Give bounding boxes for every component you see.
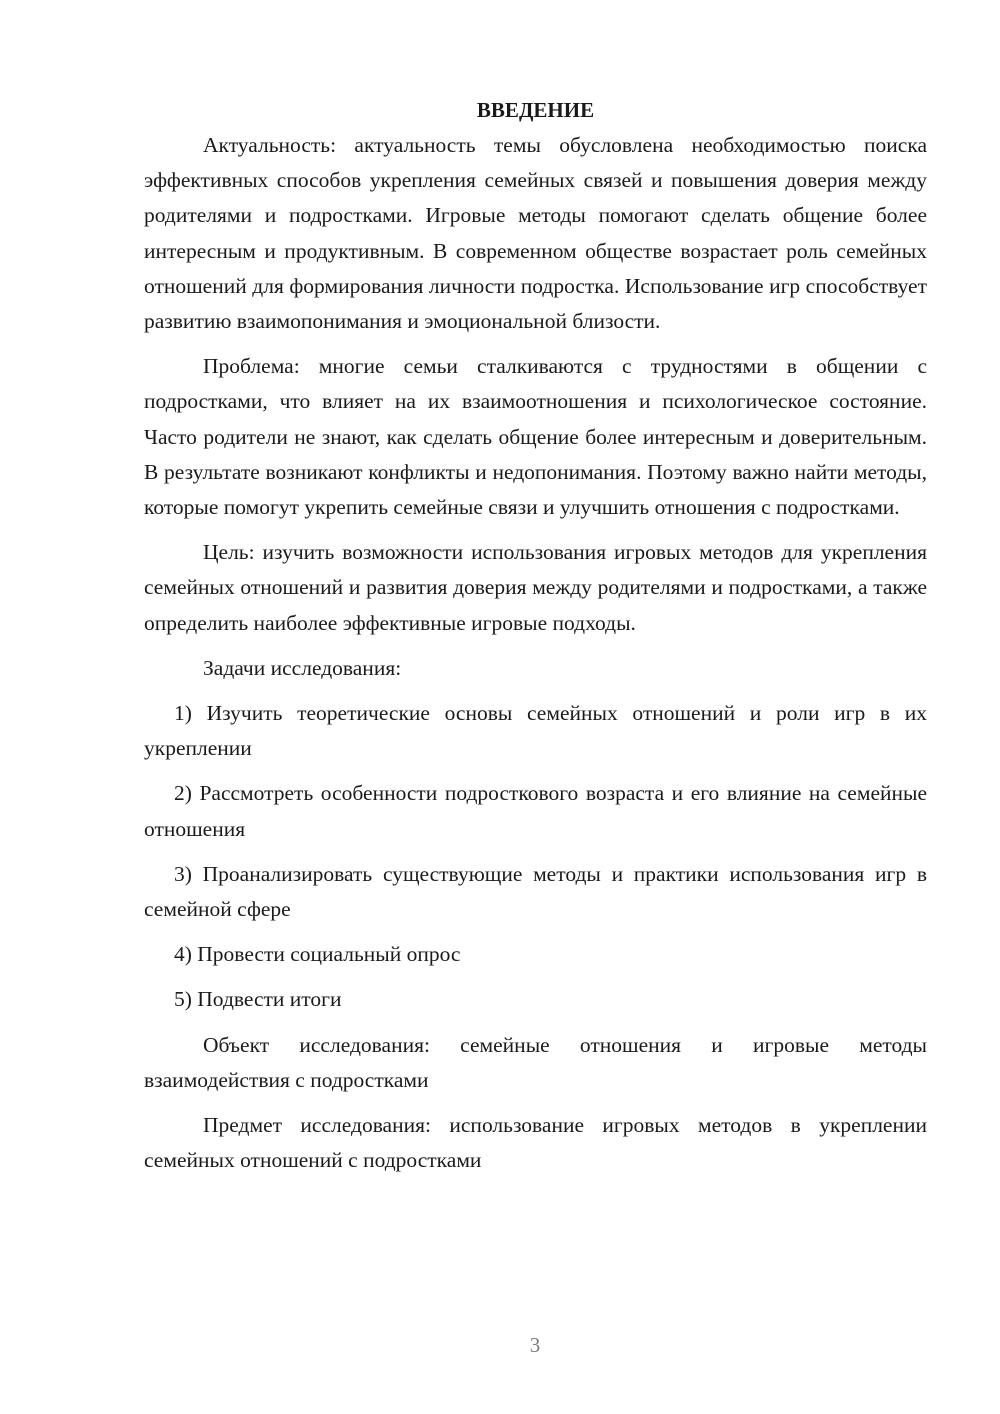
section-heading: ВВЕДЕНИЕ (476, 98, 595, 122)
task-item-1: 1) Изучить теоретические основы семейных отношений и роли игр в их укреплении (144, 701, 927, 761)
goal-paragraph: Цель: изучить возможности использования игровых методов для укрепления семейных отношений и развития доверия между родителями и подростками, а также определить наиболее эффективные игровые подходы. (144, 540, 927, 635)
task-item-4: 4) Провести социальный опрос (174, 942, 461, 967)
page-number: 3 (529, 1333, 541, 1357)
document-page (144, 93, 927, 1188)
task-item-2: 2) Рассмотреть особенности подросткового возраста и его влияние на семейные отношения (144, 781, 927, 841)
subject-paragraph: Предмет исследования: использование игровых методов в укреплении семейных отношений с подростками (144, 1113, 927, 1173)
problem-paragraph: Проблема: многие семьи сталкиваются с трудностями в общении с подростками, что влияет на их взаимоотношения и психологическое состояние. Часто родители не знают, как сделать общение более интересным и доверительным. В результате возникают конфликты и недопонимания. Поэтому важно найти методы, которые помогут укрепить семейные связи и улучшить отношения с подростками. (144, 354, 927, 520)
relevance-paragraph: Актуальность: актуальность темы обусловлена необходимостью поиска эффективных способов укрепления семейных связей и повышения доверия между родителями и подростками. Игровые методы помогают сделать общение более интересным и продуктивным. В современном обществе возрастает роль семейных отношений для формирования личности подростка. Использование игр способствует развитию взаимопонимания и эмоциональной близости. (144, 133, 927, 334)
task-item-5: 5) Подвести итоги (174, 987, 342, 1012)
tasks-intro: Задачи исследования: (203, 655, 402, 680)
object-paragraph: Объект исследования: семейные отношения и игровые методы взаимодействия с подростками (144, 1032, 927, 1092)
task-item-3: 3) Проанализировать существующие методы и практики использования игр в семейной сфере (144, 861, 927, 922)
